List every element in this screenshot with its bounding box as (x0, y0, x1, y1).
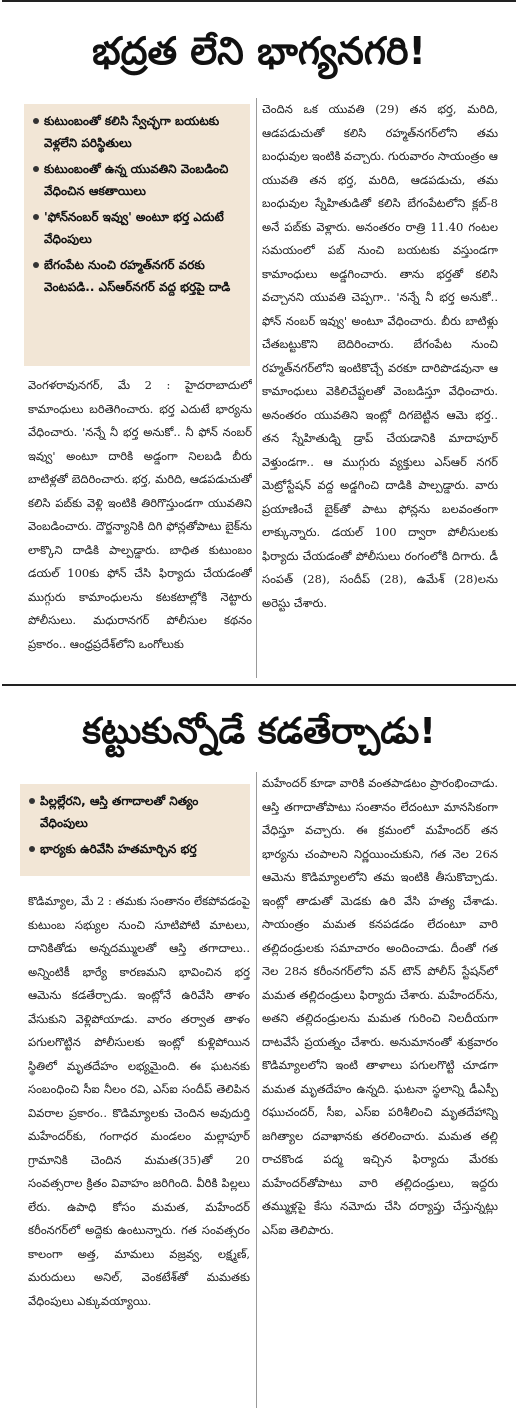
bullet-text: 'ఫోన్‌నంబర్ ఇవ్వు' అంటూ భర్త ఎదుటే వేధింపులు (44, 210, 224, 246)
bullet-text: భార్యకు ఉరివేసి హతమార్చిన భర్త (40, 842, 197, 856)
summary-bullet (32, 158, 242, 202)
story-headline: కట్టుకున్నోడే కడతేర్చాడు! (82, 711, 436, 752)
summary-bullet (28, 838, 242, 860)
top-divider (2, 0, 516, 2)
story-headline: భద్రత లేని భాగ్యనగరి! (92, 29, 426, 73)
summary-box (24, 104, 250, 366)
bullet-dot-icon (32, 206, 44, 228)
article-column-left: వెంగళరావునగర్, మే 2 : హైదరాబాదులో కామాంధులు బరితెగించారు. భర్త ఎదుటే భార్యను వేధించారు. 'నన్నే నీ భర్త అనుకో.. నీ ఫోన్ నంబర్ ఇవ్వు' అంటూ దారికి అడ్డంగా నిలబడి బీరు బాటిళ్లతో బెదిరించారు. భర్త, మరిది, ఆడపడుచుతో కలిసి పబ్‌కు వెళ్లి ఇంటికి తిరిగొస్తుండగా యువతిని వెంబడించారు. దౌర్జన్యానికి దిగి ఫోన్లతోపాటు బైక్‌ను లాక్కొని దాడికి పాల్పడ్డారు. బాధిత కుటుంబం డయల్ 100కు ఫోన్ చేసి ఫిర్యాదు చేయడంతో ముగ్గురు కామాంధులను కటకటాల్లోకి నెట్టారు పోలీసులు. మధురానగర్ పోలీసుల కథనం ప్రకారం.. ఆంధ్రప్రదేశ్‌లోని ఒంగోలుకు (28, 378, 252, 651)
summary-bullet (32, 254, 242, 298)
column-rule (256, 98, 257, 678)
bullet-dot-icon (28, 838, 40, 860)
article-column-right: మహేందర్ కూడా వారికి వంతపాడటం ప్రారంభించాడు. ఆస్తి తగాదాతోపాటు సంతానం లేదంటూ మానసికంగా వేధిస్తూ వచ్చారు. ఈ క్రమంలో మహేందర్ తన భార్యను చంపాలని నిర్ణయించుకుని, గత నెల 26న ఆమెను కొడిమ్యాలలోని తమ ఇంటికి తీసుకొచ్చాడు. ఇంట్లో తాడుతో మెడకు ఉరి వేసి హత్య చేశాడు. సాయంత్రం మమత కనపడడం లేదంటూ వారి తల్లిదండ్రులకు సమాచారం అందించాడు. దీంతో గత నెల 28న కరీంనగర్‌లోని వన్ టౌన్ పోలీస్ స్టేషన్‌లో మమత తల్లిదండ్రులు ఫిర్యాదు చేశారు. మహేందర్‌ను, అతని తల్లిదండ్రులను మమత గురించి నిలదీయగా దాటవేసే ప్రయత్నం చేశారు. అనుమానంతో శుక్రవారం కొడిమ్యాలలోని ఇంటి తాళాలు పగులగొట్టి చూడగా మమత మృతదేహం ఉన్నది. ఘటనా స్థలాన్ని డీఎస్పీ రఘుచందర్, సీఐ, ఎస్ఐ పరిశీలించి మృతదేహాన్ని జగిత్యాల దవాఖానకు తరలించారు. మమత తల్లి రాచకొండ పద్మ ఇచ్చిన ఫిర్యాదు మేరకు మహేందర్‌తోపాటు వారి తల్లిదండ్రులు, ఇద్దరు తమ్ముళ్లపై కేసు నమోదు చేసి దర్యాప్తు చేస్తున్నట్లు ఎస్ఐ తెలిపారు. (262, 776, 498, 1237)
news-story-2 (0, 688, 518, 1414)
bullet-dot-icon (32, 254, 44, 276)
article-column-right: చెందిన ఒక యువతి (29) తన భర్త, మరిది, ఆడపడుచుతో కలిసి రహ్మత్‌నగర్‌లోని తమ బంధువుల ఇంటికి వచ్చారు. గురువారం సాయంత్రం ఆ యువతి తన భర్త, మరిది, ఆడపడుచు, తమ బంధువుల స్నేహితుడితో కలిసి బేగంపేటలోని క్లబ్-8 అనే పబ్‌కు వెళ్లారు. అనంతరం రాత్రి 11.40 గంటల సమయంలో పబ్ నుంచి బయటకు వస్తుండగా కామాంధులు అడ్డగించారు. తాను భర్తతో కలిసి వచ్చానని యువతి చెప్పగా.. 'నన్నే నీ భర్త అనుకో.. ఫోన్ నంబర్ ఇవ్వు' అంటూ వేధించారు. బీరు బాటిళ్లు చేతబట్టుకొని బెదిరించారు. బేగంపేట నుంచి రహ్మత్‌నగర్‌లోని ఇంటికొచ్చే వరకూ దారిపొడవునా ఆ కామాంధులు వెకిలిచేష్టలతో వెంబడిస్తూ వేధించారు. అనంతరం యువతిని ఇంట్లో దిగబెట్టిన ఆమె భర్త.. తన స్నేహితుడ్ని డ్రాప్ చేయడానికి మాదాపూర్ వెళ్తుండగా.. ఆ ముగ్గురు వ్యక్తులు ఎస్ఆర్ నగర్ మెట్రోస్టేషన్ వద్ద అడ్డగించి దాడికి పాల్పడ్డారు. వారు ప్రయాణించే బైక్‌తో పాటు ఫోన్లను బలవంతంగా లాక్కున్నారు. డయల్ 100 ద్వారా పోలీసులకు ఫిర్యాదు చేయడంతో పోలీసులు రంగంలోకి దిగారు. డీ సంపత్ (28), సందీప్ (28), ఉమేశ్ (28)లను అరెస్టు చేశారు. (262, 102, 498, 610)
bullet-dot-icon (32, 158, 44, 180)
bullet-text: బేగంపేట నుంచి రహ్మత్‌నగర్ వరకు వెంటపడి.. ఎస్ఆర్‌నగర్ వద్ద భర్తపై దాడి (44, 258, 231, 294)
summary-bullet (28, 790, 242, 834)
summary-box (20, 784, 250, 876)
bullet-text: పిల్లల్లేరని, ఆస్తి తగాదాలతో నిత్యం వేధింపులు (40, 794, 199, 830)
bullet-text: కుటుంబంతో ఉన్న యువతిని వెంబడించి వేధించిన ఆకతాయిలు (44, 162, 229, 198)
bullet-text: కుటుంబంతో కలిసి స్వేచ్ఛగా బయటకు వెళ్లలేని పరిస్థితులు (44, 114, 220, 150)
summary-bullet (32, 206, 242, 250)
article-column-left: కొడిమ్యాల, మే 2 : తమకు సంతానం లేకపోవడంపై కుటుంబ సభ్యుల నుంచి సూటిపోటి మాటలు, దానికితోడు అన్నదమ్ములతో ఆస్తి తగాదాలు.. అన్నింటికీ భార్యే కారణమని భావించిన భర్త ఆమెను కడతేర్చాడు. ఇంట్లోనే ఉరివేసి తాళం వేసుకుని వెళ్లిపోయాడు. వారం తర్వాత తాళం పగులగొట్టిన పోలీసులకు ఇంట్లో కుళ్లిపోయిన స్థితిలో మృతదేహం లభ్యమైంది. ఈ ఘటనకు సంబంధించి సీఐ నీలం రవి, ఎస్ఐ సందీప్ తెలిపిన వివరాల ప్రకారం.. కొడిమ్యాలకు చెందిన అవుదుర్తి మహేందర్‌కు, గంగాధర మండలం మల్లాపూర్ గ్రామానికి చెందిన మమత(35)తో 20 సంవత్సరాల క్రితం వివాహం జరిగింది. వీరికి పిల్లలు లేరు. ఉపాధి కోసం మమత, మహేందర్ కరీంనగర్‌లో అద్దెకు ఉంటున్నారు. గత సంవత్సరం కాలంగా అత్త, మామలు వజ్రవ్వ, లక్ష్మణ్, మరుదులు అనిల్, వెంకటేశ్‌తో మమతకు వేధింపులు ఎక్కువయ్యాయి. (28, 894, 250, 1308)
column-rule (256, 772, 257, 1408)
summary-bullet (32, 110, 242, 154)
bullet-dot-icon (28, 790, 40, 812)
bullet-dot-icon (32, 110, 44, 132)
story-divider (2, 684, 516, 686)
news-story-1 (0, 0, 518, 682)
